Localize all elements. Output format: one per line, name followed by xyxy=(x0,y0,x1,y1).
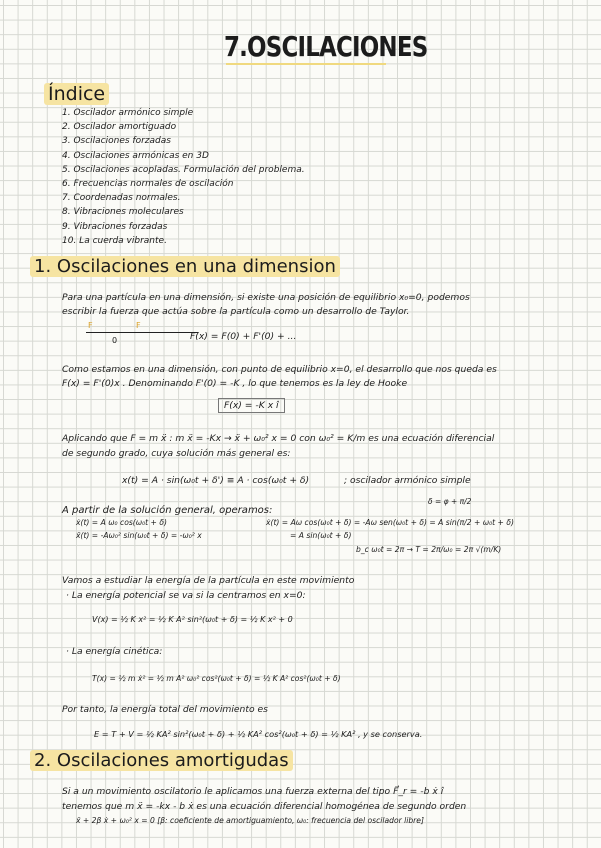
solution-note: ; oscilador armónico simple xyxy=(344,475,471,486)
phase-note: δ = φ + π/2 xyxy=(428,497,472,506)
derivative: ẋ(t) = A ω₀ cos(ω₀t + δ) xyxy=(76,518,167,527)
table-of-contents xyxy=(62,106,305,248)
toc-item: 6. Frecuencias normales de oscilación xyxy=(62,179,234,190)
derivative: = A sin(ω₀t + δ) xyxy=(290,531,352,540)
title-underline xyxy=(226,63,386,65)
origin-label: 0 xyxy=(112,336,118,345)
toc-item: 8. Vibraciones moleculares xyxy=(62,207,184,218)
damped-equation: ẍ + 2β ẋ + ω₀² x = 0 [β: coeficiente de amortiguamiento, ω₀: frecuencia del oscilador libre] xyxy=(76,816,424,825)
paragraph: de segundo grado, cuya solución más general es: xyxy=(62,448,291,459)
toc-item: 10. La cuerda vibrante. xyxy=(62,235,167,246)
paragraph: Vamos a estudiar la energía de la partícula en este movimiento xyxy=(62,575,355,586)
bullet-item: · La energía potencial se va si la centramos en x=0: xyxy=(66,590,306,601)
axis-line xyxy=(86,332,198,333)
period-formula: b_c ω₀t = 2π → T = 2π/ω₀ = 2π √(m/K) xyxy=(356,545,502,554)
paragraph: A partir de la solución general, operamos: xyxy=(62,505,273,516)
toc-item: 1. Oscilador armónico simple xyxy=(62,108,194,118)
toc-item: 4. Oscilaciones armónicas en 3D xyxy=(62,150,209,161)
general-solution: x(t) = A · sin(ω₀t + δ') ≡ A · cos(ω₀t + δ) xyxy=(122,475,310,486)
hooke-law-box: F(x) = -K x î xyxy=(218,398,285,413)
force-arrow-label: F xyxy=(88,321,93,330)
bullet-item: · La energía cinética: xyxy=(66,646,163,657)
section-1-heading: 1. Oscilaciones en una dimension xyxy=(30,256,340,277)
paragraph: Aplicando que F = m ẍ : m ẍ = -Kx → ẍ + ω₀² x = 0 con ω₀² = K/m es una ecuación diferencial xyxy=(62,433,495,444)
kinetic-energy-formula: T(x) = ½ m ẋ² = ½ m A² ω₀² cos²(ω₀t + δ) = ½ K A² cos²(ω₀t + δ) xyxy=(92,674,341,683)
paragraph: tenemos que m ẍ = -kx - b ẋ es una ecuación diferencial homogénea de segundo orden xyxy=(62,801,467,812)
derivative: ẋ(t) = Aω cos(ω₀t + δ) = -Aω sen(ω₀t + δ) = A sin(π/2 + ω₀t + δ) xyxy=(266,518,514,527)
toc-item: 2. Oscilador amortiguado xyxy=(62,122,177,133)
potential-energy-formula: V(x) = ½ K x² = ½ K A² sin²(ω₀t + δ) = ½ K x² + 0 xyxy=(92,615,293,624)
paragraph: Si a un movimiento oscilatorio le aplicamos una fuerza externa del tipo F⃗_r = -b ẋ î xyxy=(62,786,444,797)
index-heading: Índice xyxy=(44,83,109,105)
section-2-heading: 2. Oscilaciones amortigudas xyxy=(30,750,293,771)
paragraph: Para una partícula en una dimensión, si existe una posición de equilibrio x₀=0, podemos xyxy=(62,292,470,303)
taylor-formula: F(x) = F(0) + F'(0) + ... xyxy=(190,331,297,342)
total-energy-formula: E = T + V = ½ KA² sin²(ω₀t + δ) + ½ KA² cos²(ω₀t + δ) = ½ KA² , y se conserva. xyxy=(94,729,423,739)
toc-item: 3. Oscilaciones forzadas xyxy=(62,136,171,147)
page-title: 7.OSCILACIONES xyxy=(224,30,428,63)
force-arrow-label: F xyxy=(136,321,141,330)
toc-item: 9. Vibraciones forzadas xyxy=(62,221,168,232)
paragraph: escribir la fuerza que actúa sobre la partícula como un desarrollo de Taylor. xyxy=(62,306,410,317)
toc-item: 7. Coordenadas normales. xyxy=(62,193,181,204)
paragraph: Como estamos en una dimensión, con punto de equilibrio x=0, el desarrollo que nos queda es xyxy=(62,364,497,375)
toc-item: 5. Oscilaciones acopladas. Formulación del problema. xyxy=(62,164,305,175)
paragraph: Por tanto, la energía total del movimiento es xyxy=(62,704,268,715)
paragraph: F(x) = F'(0)x . Denominando F'(0) = -K , lo que tenemos es la ley de Hooke xyxy=(62,378,408,389)
derivative: ẍ(t) = -Aω₀² sin(ω₀t + δ) = -ω₀² x xyxy=(76,531,202,540)
